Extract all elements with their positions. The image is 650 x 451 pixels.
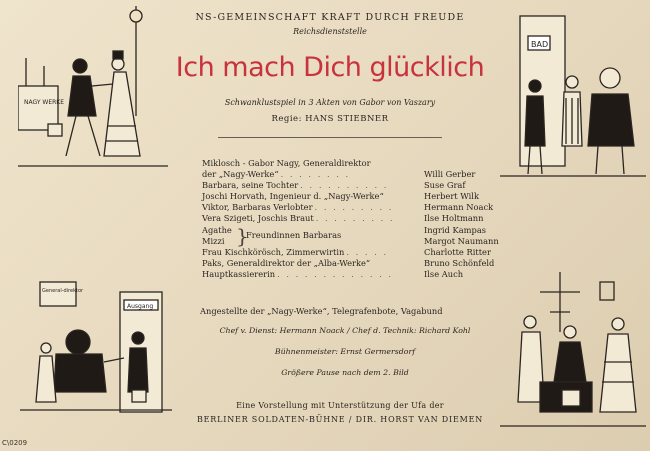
footer-line-1: Eine Vorstellung mit Unterstützung der Ufa der — [236, 401, 444, 410]
cast-group-desc: Freundinnen Barbaras — [246, 230, 342, 241]
cast-row: der „Nagy-Werke“ . . . . . . . . Willi Gerber — [202, 169, 502, 180]
cast-role: Viktor, Barbaras Verlobter — [202, 202, 313, 213]
extras-line: Angestellte der „Nagy-Werke“, Telegrafenbote, Vagabund — [200, 306, 443, 316]
illustration-exit-door — [20, 262, 172, 418]
cast-role: Agathe — [202, 224, 232, 235]
brace-icon: } — [236, 223, 249, 248]
sign-text: NAGY WERKE — [24, 99, 65, 106]
play-subtitle: Schwanklustspiel in 3 Akten von Gabor von Vaszary — [224, 98, 436, 107]
cast-row — [202, 191, 502, 202]
play-title: Ich mach Dich glücklich — [175, 52, 485, 83]
crew-chefs: Chef v. Dienst: Hermann Noack / Chef d. Technik: Richard Kohl — [219, 326, 471, 335]
cast-actor: Hermann Noack — [424, 202, 494, 213]
footer-line-2: BERLINER SOLDATEN-BÜHNE / DIR. HORST VAN DIEMEN — [196, 415, 484, 424]
cast-role: Joschi Horvath, Ingenieur d. „Nagy-Werke“ — [202, 191, 384, 202]
cast-actor: Charlotte Ritter — [424, 246, 491, 257]
cast-list — [202, 158, 502, 280]
cast-actor: Ingrid Kampas — [424, 224, 487, 235]
cast-role: Paks, Generaldirektor der „Alba-Werke“ — [202, 257, 371, 268]
cast-row: Frau Kischkörösch, Zimmerwirtin . . . . . Charlotte Ritter — [202, 247, 502, 258]
stage-manager: Bühnenmeister: Ernst Germersdorf — [274, 347, 416, 356]
cast-role: Miklosch - Gabor Nagy, Generaldirektor — [202, 158, 371, 168]
cast-row — [202, 158, 502, 169]
sign-text: General-direktor — [42, 288, 84, 294]
cast-actor — [424, 158, 502, 169]
organization-name: NS-GEMEINSCHAFT KRAFT DURCH FREUDE — [195, 12, 465, 23]
cast-row: Vera Szigeti, Joschis Braut . . . . . . . . . Ilse Holtmann — [202, 213, 502, 224]
cast-group — [202, 225, 502, 247]
director-line: Regie: HANS STIEBNER — [271, 114, 389, 124]
illustration-bath-door — [500, 6, 646, 181]
cast-role: Frau Kischkörösch, Zimmerwirtin — [202, 246, 345, 257]
cast-actor: Bruno Schönfeld — [424, 257, 495, 268]
illustration-drawing-room — [500, 262, 646, 438]
cast-row: Viktor, Barbaras Verlobter . . . . . . . . . Hermann Noack — [202, 202, 502, 213]
sign-text: BAD — [531, 40, 549, 49]
cast-role: Barbara, seine Tochter — [202, 180, 299, 191]
cast-role: Mizzi — [202, 235, 225, 246]
organization-sub: Reichsdienststelle — [293, 27, 367, 36]
cast-actor: Willi Gerber — [424, 169, 476, 180]
cast-actor: Suse Graf — [424, 180, 466, 191]
illustration-dancing-couple — [18, 6, 176, 174]
cast-actor: Ilse Auch — [424, 268, 464, 279]
cast-row: Barbara, seine Tochter . . . . . . . . . . Suse Graf — [202, 180, 502, 191]
cast-role: der „Nagy-Werke“ — [202, 169, 279, 180]
cast-row — [202, 258, 502, 269]
cast-role: Hauptkassiererin — [202, 268, 276, 279]
cast-role: Vera Szigeti, Joschis Braut — [202, 213, 314, 224]
cast-actor: Margot Naumann — [424, 235, 499, 246]
catalog-number: C\0209 — [2, 439, 28, 447]
cast-actor: Ilse Holtmann — [424, 213, 484, 224]
intermission-note: Größere Pause nach dem 2. Bild — [281, 368, 409, 377]
sign-text: Ausgang — [127, 303, 154, 310]
cast-actor: Herbert Wilk — [424, 191, 479, 202]
cast-row: Hauptkassiererin . . . . . . . . . . . . . Ilse Auch — [202, 269, 502, 280]
divider — [218, 137, 442, 138]
